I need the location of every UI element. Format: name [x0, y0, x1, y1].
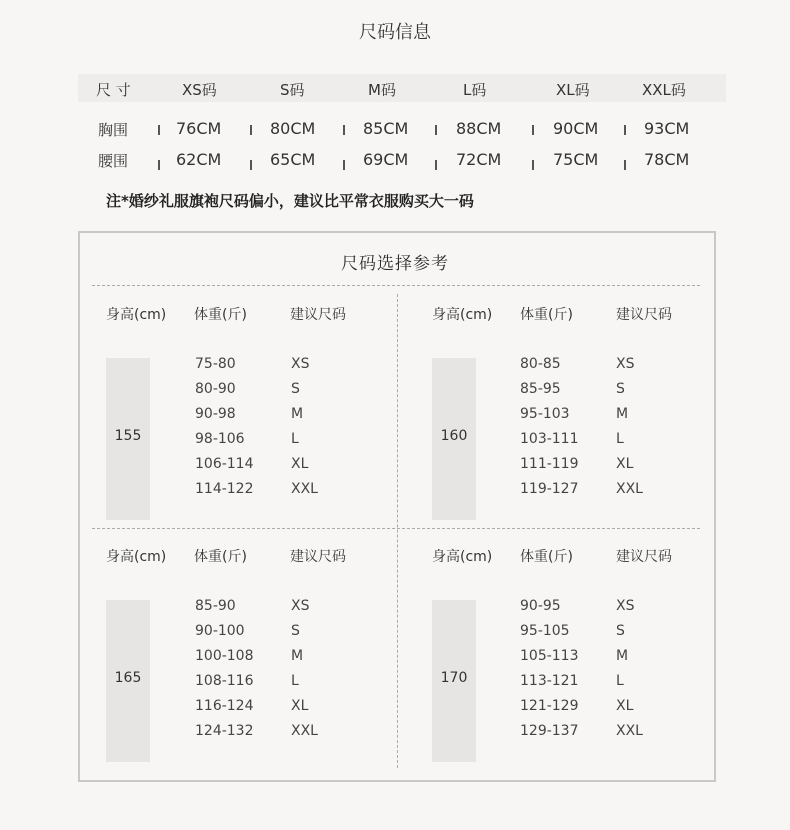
suggested-size: L: [291, 431, 299, 447]
reference-group-165: [106, 546, 406, 776]
weight-range: 98-106: [195, 431, 245, 447]
weight-range: 116-124: [195, 698, 254, 714]
suggested-size: M: [616, 406, 629, 422]
suggested-size: L: [616, 673, 624, 689]
row-divider: [158, 160, 160, 170]
weight-range: 108-116: [195, 673, 254, 689]
suggested-size: XS: [616, 356, 635, 372]
weight-range: 121-129: [520, 698, 579, 714]
weight-range: 114-122: [195, 481, 254, 497]
suggested-size: S: [291, 381, 300, 397]
col-header-height: 身高(cm): [106, 549, 167, 565]
measure-cell: 85CM: [363, 119, 409, 138]
weight-range: 119-127: [520, 481, 579, 497]
col-header-weight: 体重(斤): [194, 549, 247, 565]
suggested-size: S: [616, 381, 625, 397]
suggested-size: L: [291, 673, 299, 689]
height-value: 160: [440, 428, 468, 444]
reference-title: 尺码选择参考: [341, 254, 449, 274]
col-header-size: 建议尺码: [616, 307, 672, 323]
row-divider: [250, 160, 252, 170]
weight-range: 75-80: [195, 356, 236, 372]
col-header-height: 身高(cm): [432, 307, 493, 323]
weight-range: 124-132: [195, 723, 254, 739]
size-header-m: M码: [368, 81, 396, 99]
row-divider: [624, 160, 626, 170]
suggested-size: M: [291, 648, 304, 664]
suggested-size: XS: [291, 598, 310, 614]
size-header-label: 尺 寸: [96, 81, 131, 99]
weight-range: 95-103: [520, 406, 570, 422]
col-header-size: 建议尺码: [290, 549, 346, 565]
weight-range: 113-121: [520, 673, 579, 689]
weight-range: 90-95: [520, 598, 561, 614]
measure-cell: 88CM: [456, 119, 502, 138]
suggested-size: XXL: [291, 481, 318, 497]
weight-range: 95-105: [520, 623, 570, 639]
weight-range: 105-113: [520, 648, 579, 664]
measure-row-label: 腰围: [98, 152, 129, 170]
measure-row-chest: [98, 119, 738, 145]
col-header-weight: 体重(斤): [194, 307, 247, 323]
row-divider: [532, 160, 534, 170]
suggested-size: S: [291, 623, 300, 639]
weight-range: 85-90: [195, 598, 236, 614]
suggested-size: XL: [291, 456, 309, 472]
measure-cell: 76CM: [176, 119, 222, 138]
size-header-l: L码: [463, 81, 487, 99]
row-divider: [158, 125, 160, 135]
weight-range: 80-85: [520, 356, 561, 372]
weight-range: 106-114: [195, 456, 254, 472]
row-divider: [343, 160, 345, 170]
suggested-size: M: [616, 648, 629, 664]
weight-range: 111-119: [520, 456, 579, 472]
divider-line: [92, 285, 700, 286]
suggested-size: XXL: [616, 481, 643, 497]
row-divider: [624, 125, 626, 135]
col-header-height: 身高(cm): [106, 307, 167, 323]
measure-row-label: 胸围: [98, 121, 129, 139]
suggested-size: M: [291, 406, 304, 422]
row-divider: [250, 125, 252, 135]
suggested-size: XS: [616, 598, 635, 614]
size-header-xl: XL码: [556, 81, 590, 99]
size-table-header: [78, 74, 726, 102]
measure-cell: 80CM: [270, 119, 316, 138]
suggested-size: XL: [291, 698, 309, 714]
suggested-size: XXL: [616, 723, 643, 739]
col-header-weight: 体重(斤): [520, 307, 573, 323]
measure-cell: 62CM: [176, 150, 222, 169]
page-title: 尺码信息: [359, 22, 431, 43]
row-divider: [435, 125, 437, 135]
measure-row-waist: [98, 150, 738, 176]
suggested-size: XL: [616, 456, 634, 472]
suggested-size: L: [616, 431, 624, 447]
size-header-s: S码: [280, 81, 305, 99]
reference-group-160: [432, 304, 732, 534]
col-header-size: 建议尺码: [290, 307, 346, 323]
weight-range: 129-137: [520, 723, 579, 739]
height-value: 155: [114, 428, 142, 444]
suggested-size: XL: [616, 698, 634, 714]
height-value: 170: [440, 670, 468, 686]
measure-cell: 75CM: [553, 150, 599, 169]
row-divider: [532, 125, 534, 135]
size-header-xxl: XXL码: [642, 81, 686, 99]
suggested-size: S: [616, 623, 625, 639]
row-divider: [343, 125, 345, 135]
suggested-size: XS: [291, 356, 310, 372]
suggested-size: XXL: [291, 723, 318, 739]
weight-range: 90-100: [195, 623, 245, 639]
height-value: 165: [114, 670, 142, 686]
weight-range: 80-90: [195, 381, 236, 397]
size-note: 注*婚纱礼服旗袍尺码偏小，建议比平常衣服购买大一码: [106, 192, 474, 210]
weight-range: 103-111: [520, 431, 579, 447]
row-divider: [435, 160, 437, 170]
measure-cell: 69CM: [363, 150, 409, 169]
col-header-height: 身高(cm): [432, 549, 493, 565]
weight-range: 100-108: [195, 648, 254, 664]
col-header-size: 建议尺码: [616, 549, 672, 565]
weight-range: 90-98: [195, 406, 236, 422]
measure-cell: 72CM: [456, 150, 502, 169]
weight-range: 85-95: [520, 381, 561, 397]
measure-cell: 90CM: [553, 119, 599, 138]
measure-cell: 65CM: [270, 150, 316, 169]
measure-cell: 93CM: [644, 119, 690, 138]
col-header-weight: 体重(斤): [520, 549, 573, 565]
reference-group-170: [432, 546, 732, 776]
measure-cell: 78CM: [644, 150, 690, 169]
size-header-xs: XS码: [182, 81, 217, 99]
reference-group-155: [106, 304, 406, 534]
